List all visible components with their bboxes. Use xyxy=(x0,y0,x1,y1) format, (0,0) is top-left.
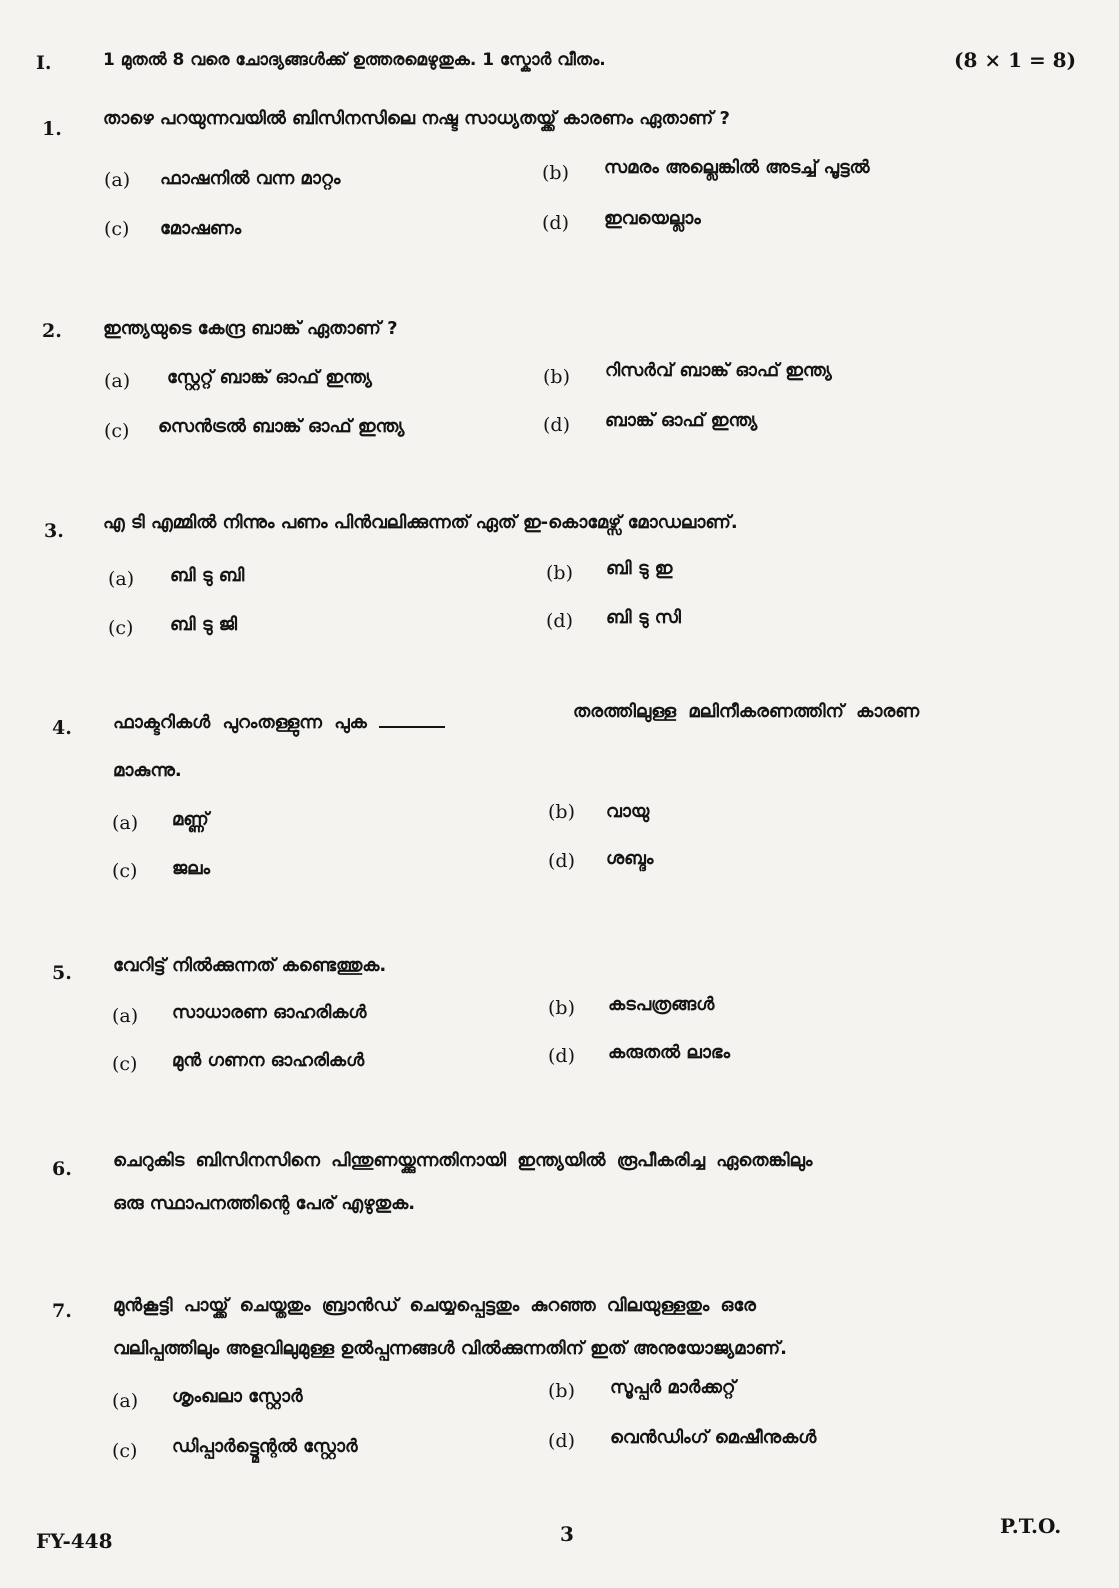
question-number: 7. xyxy=(52,1300,72,1322)
question-text: താഴെ പറയുന്നവയിൽ ബിസിനസിലെ നഷ്ട സാധ്യതയ്ക്ക് കാരണം ഏതാണ് ? xyxy=(103,108,730,129)
option-text: മോഷണം xyxy=(160,218,242,239)
question-text-start: ഫാക്ടറികൾ പുറംതള്ളുന്ന പുക xyxy=(113,712,367,733)
option-text: സൂപ്പർ മാർക്കറ്റ് xyxy=(610,1377,736,1398)
option-label: (c) xyxy=(112,860,138,882)
option-label: (a) xyxy=(108,568,135,590)
question-text: മുൻകൂട്ടി പായ്ക്ക് ചെയ്തതും ബ്രാൻഡ് ചെയ്യപ്പെട്ടതും കുറഞ്ഞ വിലയുള്ളതും ഒരേ xyxy=(113,1295,756,1316)
please-turn-over: P.T.O. xyxy=(1000,1514,1062,1538)
question-text: വേറിട്ട് നിൽക്കുന്നത് കണ്ടെത്തുക. xyxy=(113,955,387,976)
option-text: ബി ടു ഇ xyxy=(606,558,673,579)
option-label: (a) xyxy=(104,169,131,191)
option-text: സെൻട്രൽ ബാങ്ക് ഓഫ് ഇന്ത്യ xyxy=(158,416,405,437)
question-text-end: തരത്തിലുള്ള മലിനീകരണത്തിന് കാരണ xyxy=(573,701,920,722)
option-label: (d) xyxy=(542,212,569,234)
option-text: ശൃംഖലാ സ്റ്റോർ xyxy=(172,1386,303,1407)
question-number: 2. xyxy=(42,320,62,342)
question-number: 1. xyxy=(42,118,62,140)
option-text: വെൻഡിംഗ് മെഷീനുകൾ xyxy=(610,1427,817,1448)
question-text-continued: മാകുന്നു. xyxy=(113,760,182,781)
option-text: ഫാഷനിൽ വന്ന മാറ്റം xyxy=(160,168,341,189)
option-text: ബാങ്ക് ഓഫ് ഇന്ത്യ xyxy=(605,410,758,431)
section-marks: (8 × 1 = 8) xyxy=(954,48,1077,72)
option-label: (b) xyxy=(548,801,575,823)
paper-code: FY-448 xyxy=(36,1529,113,1553)
option-text: മണ്ണ് xyxy=(172,809,209,830)
option-label: (b) xyxy=(546,562,573,584)
option-label: (c) xyxy=(112,1440,138,1462)
option-text: വായു xyxy=(606,801,650,822)
option-label: (d) xyxy=(548,850,575,872)
option-label: (b) xyxy=(542,162,569,184)
option-text: ഇവയെല്ലാം xyxy=(604,208,701,229)
question-number: 5. xyxy=(52,962,72,984)
option-text: മുൻ ഗണന ഓഹരികൾ xyxy=(172,1050,365,1071)
option-text: ബി ടു ബി xyxy=(170,565,245,586)
option-text: സാധാരണ ഓഹരികൾ xyxy=(172,1002,367,1023)
option-label: (d) xyxy=(548,1045,575,1067)
option-label: (a) xyxy=(104,370,131,392)
question-text: ഇന്ത്യയുടെ കേന്ദ്ര ബാങ്ക് ഏതാണ് ? xyxy=(103,318,398,339)
option-text: ജലം xyxy=(172,858,211,879)
question-text-continued: ഒരു സ്ഥാപനത്തിന്റെ പേര് എഴുതുക. xyxy=(113,1193,416,1214)
option-label: (d) xyxy=(548,1430,575,1452)
option-text: സ്റ്റേറ്റ് ബാങ്ക് ഓഫ് ഇന്ത്യ xyxy=(167,367,372,388)
question-text: എ ടി എമ്മിൽ നിന്നും പണം പിൻവലിക്കുന്നത് ഏത് ഇ-കൊമേഴ്സ് മോഡലാണ്. xyxy=(103,512,738,533)
option-label: (d) xyxy=(543,414,570,436)
question-text-continued: വലിപ്പത്തിലും അളവിലുമുള്ള ഉൽപ്പന്നങ്ങൾ വിൽക്കുന്നതിന് ഇത് അനുയോജ്യമാണ്. xyxy=(113,1338,787,1359)
option-text: ഡിപ്പാർട്ട്മെന്റൽ സ്റ്റോർ xyxy=(172,1436,358,1457)
option-label: (c) xyxy=(108,617,134,639)
option-text: കടപത്രങ്ങൾ xyxy=(608,994,715,1015)
section-roman: I. xyxy=(36,52,52,74)
option-text: കരുതൽ ലാഭം xyxy=(608,1042,730,1063)
section-instruction: 1 മുതൽ 8 വരെ ചോദ്യങ്ങൾക്ക് ഉത്തരമെഴുതുക. 1 സ്കോർ വീതം. xyxy=(103,50,606,70)
option-label: (c) xyxy=(104,218,130,240)
option-label: (b) xyxy=(548,1380,575,1402)
option-label: (c) xyxy=(112,1053,138,1075)
option-text: സമരം അല്ലെങ്കിൽ അടച്ച് പൂട്ടൽ xyxy=(604,157,870,178)
option-text: ബി ടു സി xyxy=(606,607,681,628)
option-text: ശബ്ദം xyxy=(606,848,654,869)
question-number: 6. xyxy=(52,1158,72,1180)
question-number: 4. xyxy=(52,717,72,739)
question-text: ചെറുകിട ബിസിനസിനെ പിന്തുണയ്ക്കുന്നതിനായി ഇന്ത്യയിൽ രൂപീകരിച്ച ഏതെങ്കിലും xyxy=(113,1150,813,1171)
option-label: (a) xyxy=(112,1390,139,1412)
question-text xyxy=(113,712,445,733)
question-number: 3. xyxy=(44,520,64,542)
option-label: (c) xyxy=(104,420,130,442)
option-label: (b) xyxy=(548,997,575,1019)
option-text: റിസർവ് ബാങ്ക് ഓഫ് ഇന്ത്യ xyxy=(605,360,832,381)
option-label: (a) xyxy=(112,812,139,834)
option-label: (b) xyxy=(543,366,570,388)
option-label: (a) xyxy=(112,1005,139,1027)
option-text: ബി ടു ജി xyxy=(170,614,238,635)
page-number: 3 xyxy=(560,1522,574,1546)
option-label: (d) xyxy=(546,610,573,632)
fill-in-blank xyxy=(379,726,445,728)
